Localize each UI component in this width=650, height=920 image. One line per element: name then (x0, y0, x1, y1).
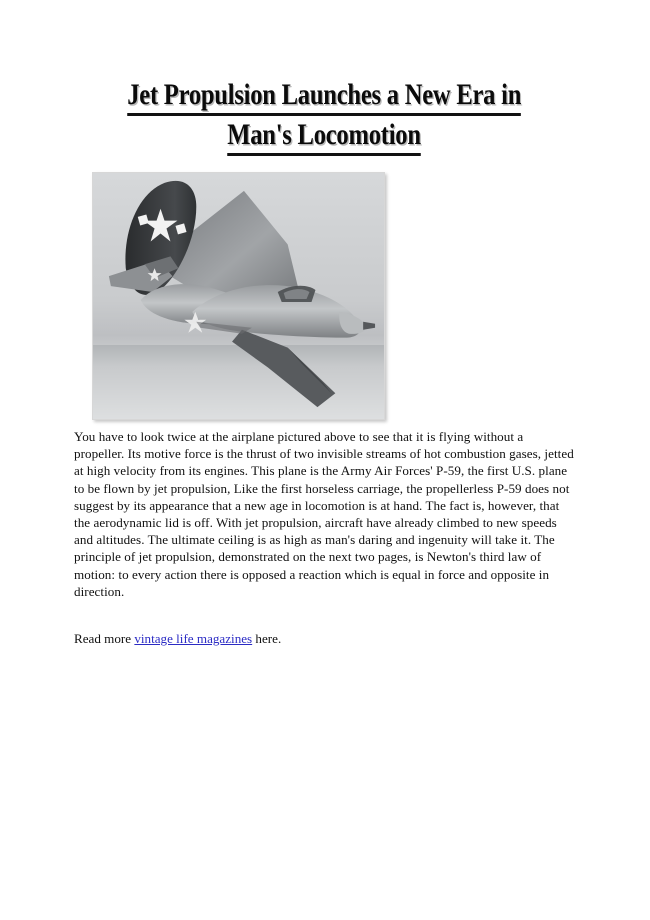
page-title-line-2: Man's Locomotion (227, 118, 421, 156)
read-more-prefix: Read more (74, 631, 135, 646)
read-more-suffix: here. (252, 631, 282, 646)
page-title (74, 78, 574, 156)
body-paragraph: You have to look twice at the airplane pictured above to see that it is flying without a propeller. Its motive force is the thrust of two invisible streams of hot combustion gases, jetted at high velocity from its engines. This plane is the Army Air Forces' P-59, the first U.S. plane to be flown by jet propulsion, Like the first horseless carriage, the propellerless P-59 does not suggest by its appearance that a new age in locomotion is at hand. The fact is, however, that the aerodynamic lid is off. With jet propulsion, aircraft have already climbed to new speeds and altitudes. The ultimate ceiling is as high as man's daring and ingenuity will take it. The principle of jet propulsion, demonstrated on the next two pages, is Newton's third law of motion: to every action there is opposed a reaction which is equal in force and opposite in direction. (74, 429, 574, 599)
article-photo (92, 172, 385, 420)
bell-p-59-airacomet-photo (93, 173, 384, 419)
read-more-line (74, 630, 574, 647)
article-body (74, 428, 574, 600)
page-title-line-1: Jet Propulsion Launches a New Era in (127, 78, 521, 116)
aircraft-illustration (93, 173, 384, 419)
vintage-life-magazines-link[interactable]: vintage life magazines (134, 631, 253, 646)
